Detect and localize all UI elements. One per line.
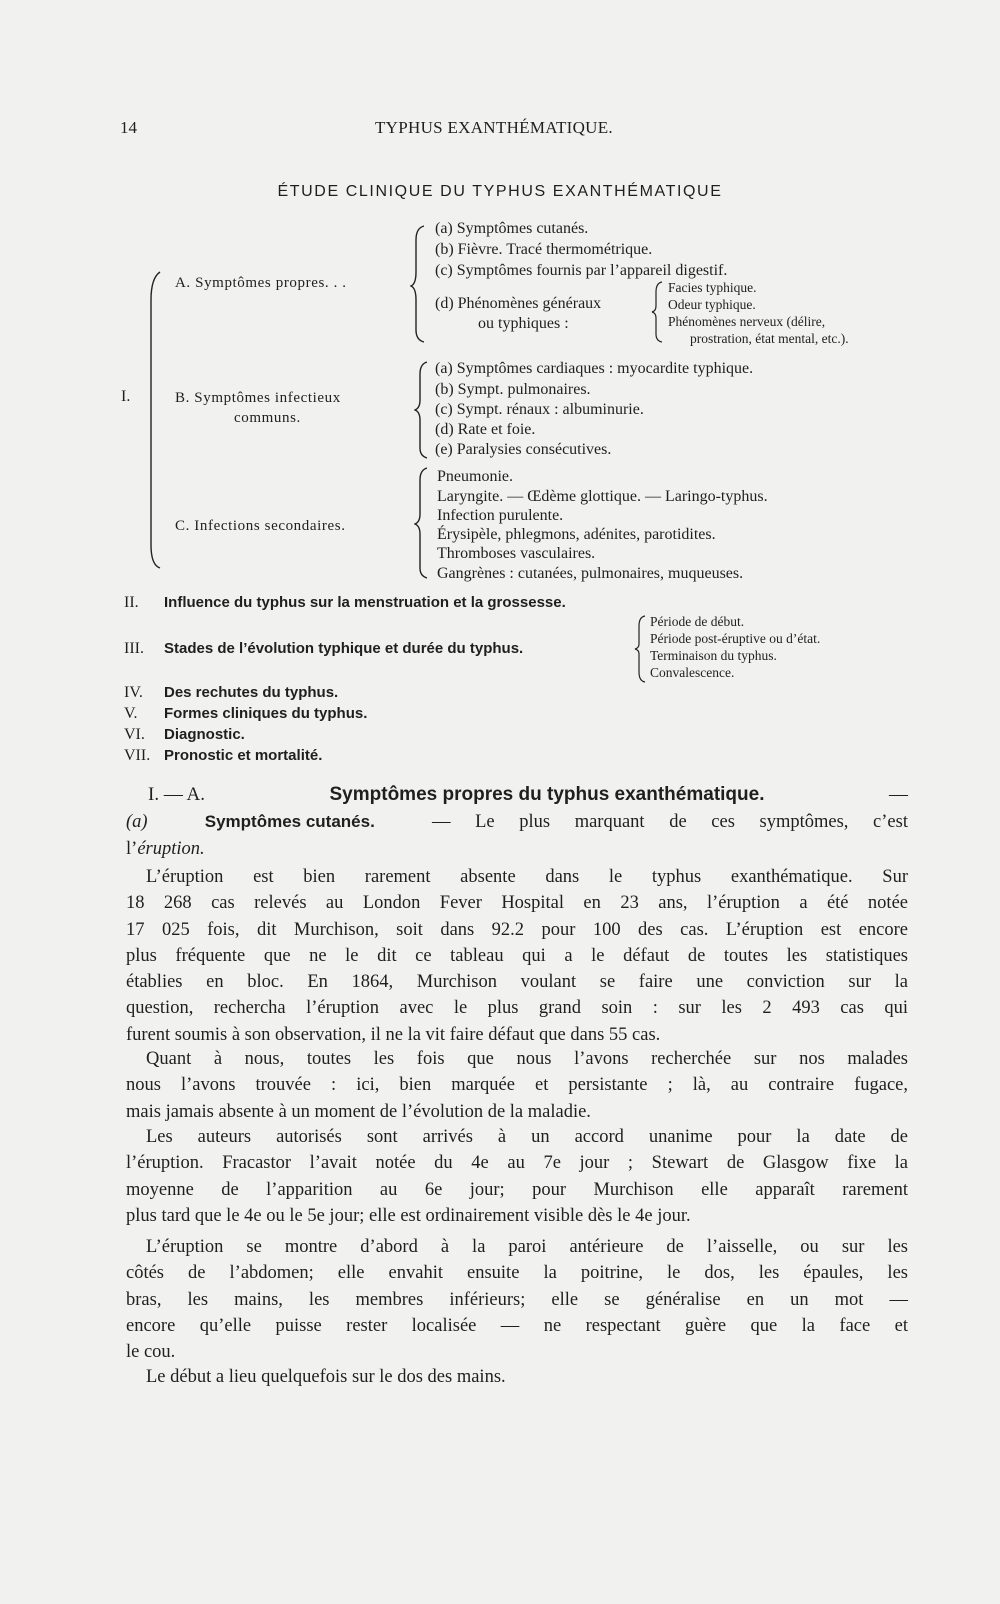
III-sub-1: Période de début. [650,614,745,629]
C-item-3: Infection purulente. [437,507,564,524]
outline-B-label-1: B. Symptômes infectieux [175,390,341,406]
outline-IV-text: Des rechutes du typhus. [164,684,339,701]
paragraph-line: L’éruption se montre d’abord à la paroi antérieure de l’aisselle, ou sur les [146,1237,908,1257]
paragraph-line: Le début a lieu quelquefois sur le dos des mains. [146,1367,506,1387]
C-item-4: Érysipèle, phlegmons, adénites, parotidites. [437,526,716,543]
B-brace [414,360,430,460]
A-item-c: (c) Symptômes fournis par l’appareil digestif. [435,262,728,279]
running-title: TYPHUS EXANTHÉMATIQUE. [375,118,613,137]
III-sub-4: Convalescence. [650,665,735,680]
paragraph-line: côtés de l’abdomen; elle envahit ensuite la poitrine, le dos, les épaules, les [126,1263,908,1284]
roman-VI: VI. [124,726,145,743]
paragraph-line: établies en bloc. En 1864, Murchison voulant se faire une conviction sur la [126,972,908,993]
roman-IV: IV. [124,684,143,701]
outline-B-label-2: communs. [234,410,301,426]
B-item-d: (d) Rate et foie. [435,421,536,438]
B-item-a: (a) Symptômes cardiaques : myocardite typhique. [435,360,754,377]
paragraph-line: furent soumis à son observation, il ne la vit faire défaut que dans 55 cas. [126,1024,661,1045]
A-brace [410,224,428,344]
paragraph-line: Quant à nous, toutes les fois que nous l’avons recherchée sur nos malades [146,1049,908,1069]
III-brace [634,614,648,684]
C-item-1: Pneumonie. [437,468,513,485]
C-item-5: Thromboses vasculaires. [437,545,596,562]
paragraph-line: plus fréquente que ne le dit ce tableau qui a le défaut de toutes les statistiques [126,945,908,966]
subsection-text: — Le plus marquant de ces symptômes, c’est [431,812,908,832]
subsection-text-2 [126,839,205,860]
C-brace [414,466,430,580]
section-heading-dash: — [888,784,908,805]
outline-title: ÉTUDE CLINIQUE DU TYPHUS EXANTHÉMATIQUE [277,183,723,200]
section-heading [148,784,908,806]
roman-I: I. [121,388,131,405]
paragraph-line: bras, les mains, les membres inférieurs; elle se généralise en un mot — [126,1289,908,1310]
roman-III: III. [124,640,144,657]
paragraph-line: Les auteurs autorisés sont arrivés à un accord unanime pour la date de [146,1127,908,1147]
paragraph-line: mais jamais absente à un moment de l’évolution de la maladie. [126,1101,591,1122]
d-sub-4: prostration, état mental, etc.). [690,331,849,346]
subsection-title: Symptômes cutanés. [204,812,375,831]
paragraph-line: encore qu’elle puisse rester localisée — ne respectant guère que la face et [126,1315,908,1336]
III-sub-3: Terminaison du typhus. [650,648,777,663]
paragraph-line: plus tard que le 4e ou le 5e jour; elle est ordinairement visible dès le 4e jour. [126,1205,691,1226]
outline-C-label: C. Infections secondaires. [175,518,346,534]
A-item-a: (a) Symptômes cutanés. [435,220,589,237]
paragraph-line: nous l’avons trouvée : ici, bien marquée et persistante ; là, au contraire fugace, [126,1075,908,1096]
paragraph [126,1364,908,1390]
B-item-b: (b) Sympt. pulmonaires. [435,381,591,398]
paragraph [126,1046,908,1125]
outline-VI-text: Diagnostic. [164,726,245,743]
paragraph [126,1234,908,1365]
subsection-text-2-italic: éruption. [137,839,205,859]
section-I-bracket [148,270,162,570]
roman-V: V. [124,705,138,722]
roman-II: II. [124,594,139,611]
section-heading-text: Symptômes propres du typhus exanthématique. [329,784,765,805]
paragraph-line: 18 268 cas relevés au London Fever Hospital en 23 ans, l’éruption a été notée [126,893,908,914]
d-brace [651,280,665,344]
outline-VII-text: Pronostic et mortalité. [164,747,323,764]
outline-A-label: A. Symptômes propres. . . [175,275,347,291]
subsection-text-2-pre: l’ [126,839,138,859]
A-item-d-line2: ou typhiques : [478,315,569,332]
paragraph-line: moyenne de l’apparition au 6e jour; pour Murchison elle apparaît rarement [126,1179,908,1200]
d-sub-1: Facies typhique. [668,280,757,295]
d-sub-2: Odeur typhique. [668,297,756,312]
paragraph [126,864,908,1048]
paragraph-line: le cou. [126,1342,176,1363]
paragraph-line: l’éruption. Fracastor l’avait notée du 4e au 7e jour ; Stewart de Glasgow fixe la [126,1153,908,1174]
III-sub-2: Période post-éruptive ou d’état. [650,631,821,646]
section-heading-prefix: I. — A. [148,784,205,805]
C-item-2: Laryngite. — Œdème glottique. — Laringo-typhus. [437,488,768,505]
paragraph-line: L’éruption est bien rarement absente dans le typhus exanthématique. Sur [146,867,908,887]
outline-III-text: Stades de l’évolution typhique et durée du typhus. [164,640,524,657]
paragraph-line: question, rechercha l’éruption avec le plus grand soin : sur les 2 493 cas qui [126,998,908,1019]
C-item-6: Gangrènes : cutanées, pulmonaires, muqueuses. [437,565,744,582]
page-number: 14 [120,118,137,137]
roman-VII: VII. [124,747,151,764]
B-item-e: (e) Paralysies consécutives. [435,441,612,458]
subsection-prefix: (a) [126,812,148,832]
A-item-d-line1: (d) Phénomènes généraux [435,295,602,312]
paragraph [126,1124,908,1229]
B-item-c: (c) Sympt. rénaux : albuminurie. [435,401,644,418]
paragraph-line: 17 025 fois, dit Murchison, soit dans 92.2 pour 100 des cas. L’éruption est encore [126,919,908,940]
d-sub-3: Phénomènes nerveux (délire, [668,314,826,329]
outline-II-text: Influence du typhus sur la menstruation et la grossesse. [164,594,566,611]
subsection-heading [126,812,908,833]
A-item-b: (b) Fièvre. Tracé thermométrique. [435,241,653,258]
outline-V-text: Formes cliniques du typhus. [164,705,368,722]
